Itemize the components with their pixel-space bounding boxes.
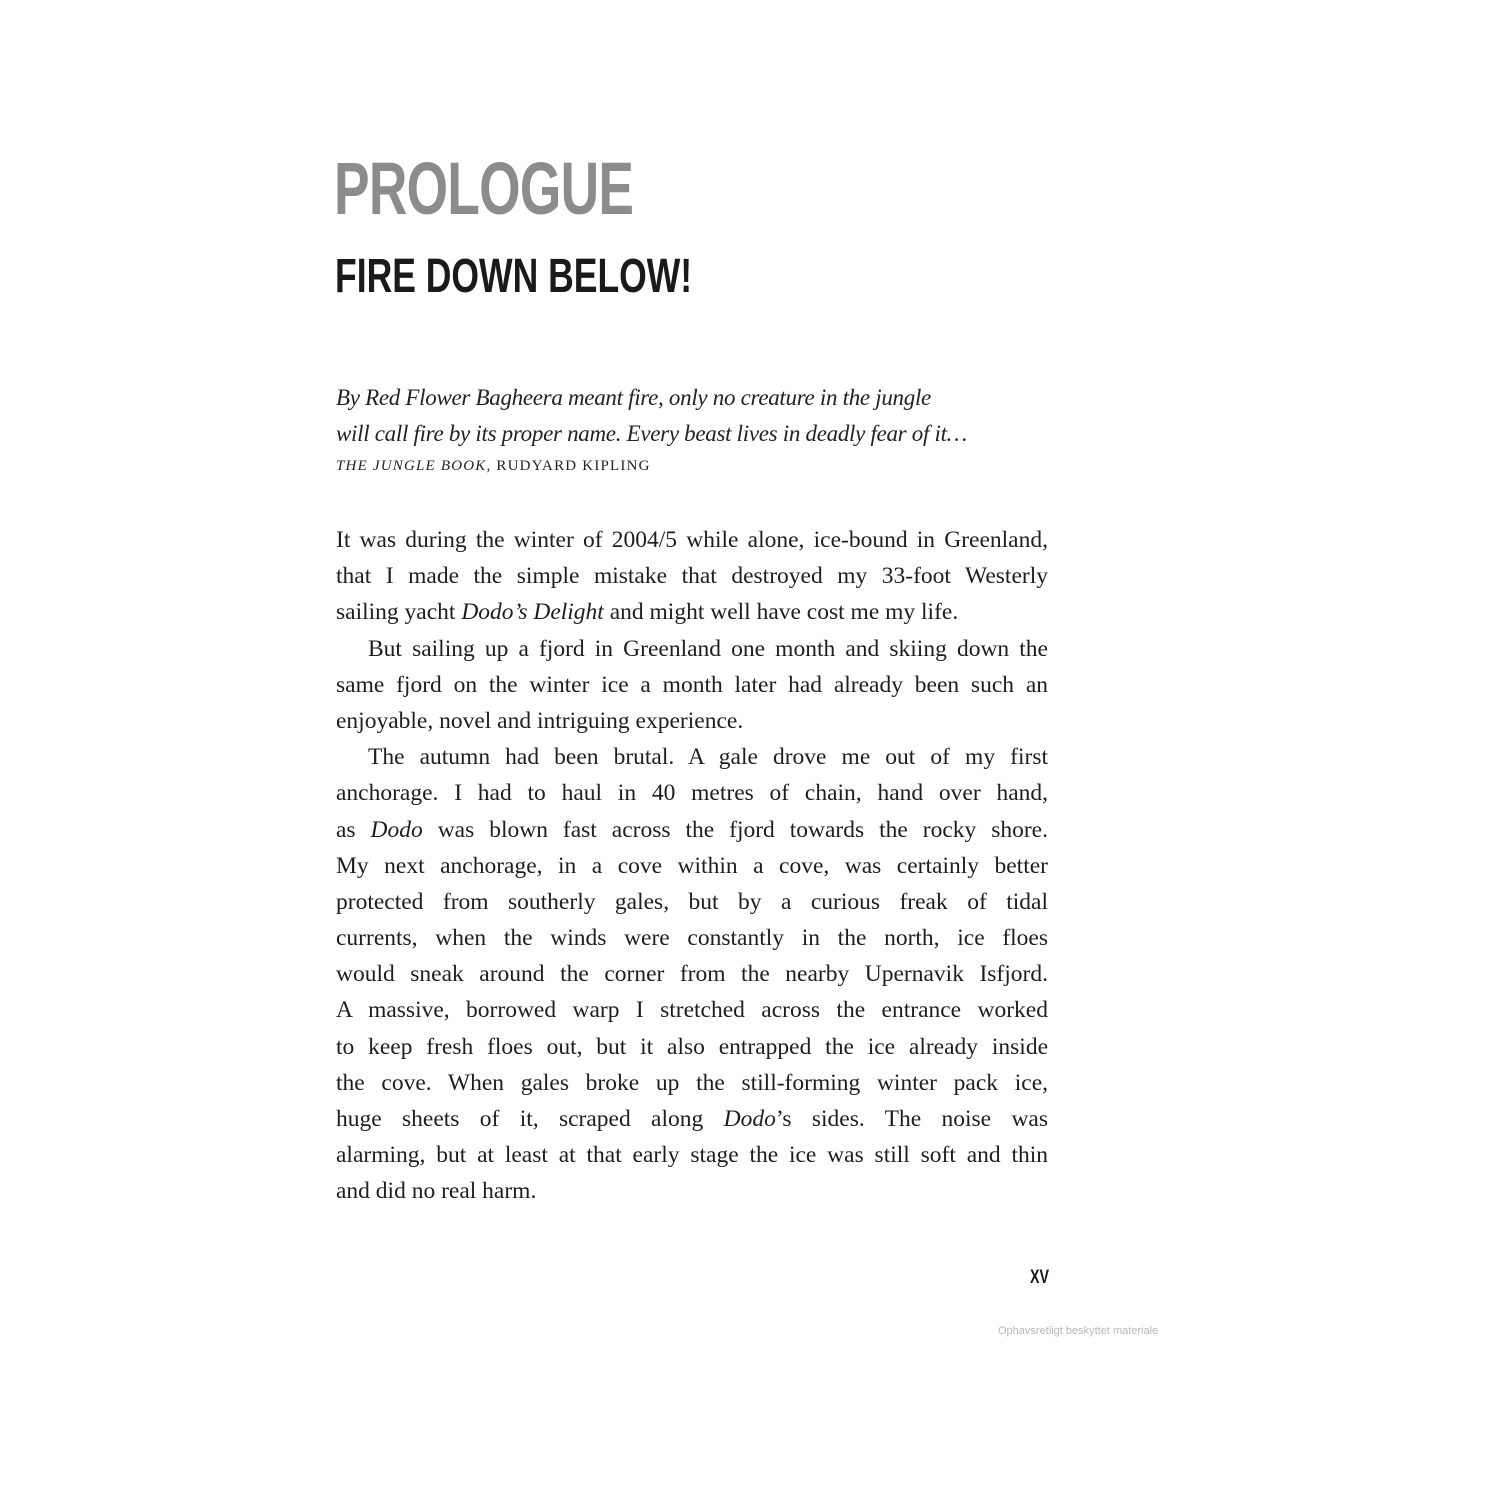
body-line: same fjord on the winter ice a month later had already been such an xyxy=(336,671,1048,698)
epigraph-line: By Red Flower Bagheera meant fire, only no creature in the jungle xyxy=(336,385,931,410)
body-line: to keep fresh floes out, but it also entrapped the ice already inside xyxy=(336,1033,1048,1060)
epigraph-line: will call fire by its proper name. Every beast lives in deadly fear of it… xyxy=(336,421,967,446)
body-line xyxy=(336,812,1048,848)
body-line: My next anchorage, in a cove within a cove, was certainly better xyxy=(336,852,1048,879)
body-line: It was during the winter of 2004/5 while alone, ice-bound in Greenland, xyxy=(336,527,1048,553)
yacht-name: Dodo xyxy=(723,1106,776,1132)
body-line xyxy=(336,1101,1048,1137)
body-line: would sneak around the corner from the nearby Upernavik Isfjord. xyxy=(336,961,1048,988)
epigraph-separator: , xyxy=(486,458,497,474)
text-run: was blown fast across the fjord towards the rocky shore. xyxy=(422,816,1048,843)
epigraph-source-title: THE JUNGLE BOOK xyxy=(336,458,487,474)
epigraph-author: RUDYARD KIPLING xyxy=(496,458,651,474)
body-line: But sailing up a fjord in Greenland one month and skiing down the xyxy=(368,635,1048,662)
body-line xyxy=(336,594,1048,630)
copyright-watermark: Ophavsretligt beskyttet materiale xyxy=(998,1325,1159,1337)
yacht-name: Dodo’s Delight xyxy=(461,599,604,626)
chapter-title: FIRE DOWN BELOW! xyxy=(335,250,693,303)
text-run: and might well have cost me my life. xyxy=(603,599,959,626)
body-line: and did no real harm. xyxy=(336,1178,537,1205)
chapter-label: PROLOGUE xyxy=(334,147,634,230)
body-text xyxy=(336,522,1048,1210)
body-line: enjoyable, novel and intriguing experience. xyxy=(336,707,744,734)
epigraph xyxy=(336,380,1056,478)
text-run: as xyxy=(336,816,371,843)
text-run: huge sheets of it, scraped along xyxy=(336,1106,724,1132)
body-line: alarming, but at least at that early stage the ice was still soft and thin xyxy=(336,1142,1048,1169)
text-run: sailing yacht xyxy=(336,599,462,626)
epigraph-attribution xyxy=(336,454,1056,478)
page-number: XV xyxy=(1030,1267,1050,1288)
body-line: A massive, borrowed warp I stretched across the entrance worked xyxy=(336,997,1048,1024)
text-run: ’s sides. The noise was xyxy=(775,1106,1048,1132)
body-line: the cove. When gales broke up the still-forming winter pack ice, xyxy=(336,1069,1048,1096)
body-line: currents, when the winds were constantly in the north, ice floes xyxy=(336,925,1048,952)
body-line: anchorage. I had to haul in 40 metres of chain, hand over hand, xyxy=(336,780,1048,807)
body-line: that I made the simple mistake that destroyed my 33-foot Westerly xyxy=(336,563,1048,590)
body-line: The autumn had been brutal. A gale drove me out of my first xyxy=(368,744,1048,771)
body-line: protected from southerly gales, but by a curious freak of tidal xyxy=(336,888,1048,915)
yacht-name: Dodo xyxy=(370,816,423,843)
